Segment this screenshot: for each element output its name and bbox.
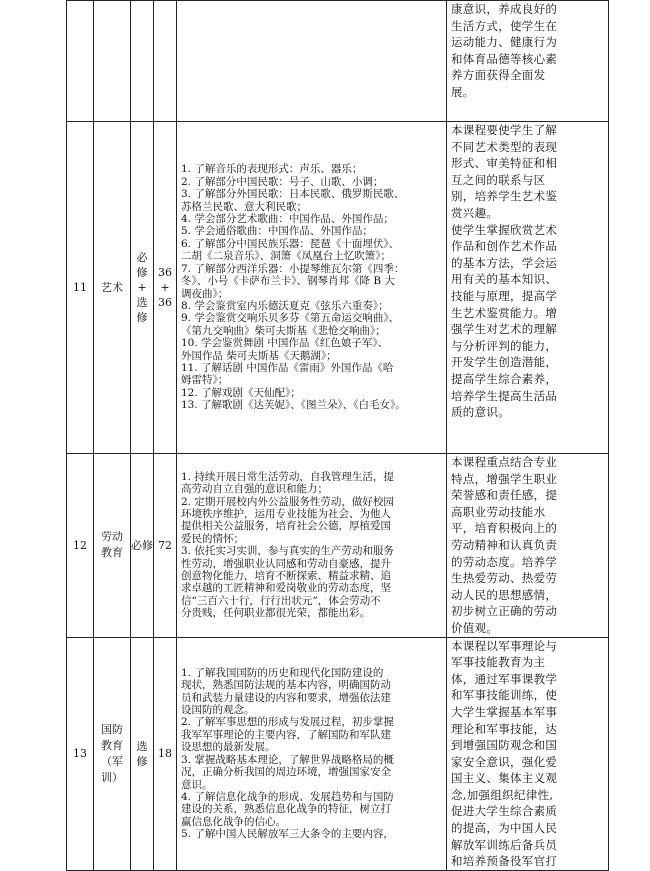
goal-line: 本课程要使学生了解 xyxy=(451,123,558,137)
course-type-cell xyxy=(131,637,154,870)
goal-line: 生热爱劳动、热爱劳 xyxy=(451,571,558,586)
course-name-line: （军 xyxy=(101,754,123,768)
content-line: 苏格兰民歌、意大利民歌； xyxy=(181,200,307,213)
course-number-cell xyxy=(67,454,94,638)
course-goal-cell xyxy=(447,1,609,122)
goal-line: 劳动精神和认真负责 xyxy=(451,537,558,552)
content-line: 爱民的情怀； xyxy=(181,532,244,545)
content-line: 创意物化能力，培育不断探索、精益求精、追 xyxy=(181,570,391,583)
content-line: 2. 了解军事思想的形成与发展过程，初步掌握 xyxy=(181,716,394,729)
content-line: 4. 学会部分艺术歌曲：中国作品、外国作品； xyxy=(181,213,394,226)
course-type-line: + xyxy=(137,281,147,294)
content-line: 调夜曲》； xyxy=(181,287,229,300)
content-line: 性劳动，增强职业认同感和劳动自豪感，提升 xyxy=(181,557,391,570)
goal-line: 动人民的思想感情， xyxy=(451,587,558,602)
content-line: 7. 了解部分西洋乐器：小提琴维瓦尔第《四季： xyxy=(181,262,405,275)
content-line: 5. 学会通俗歌曲：中国作品、外国作品； xyxy=(181,225,373,238)
content-line: 12. 了解戏剧《天仙配》； xyxy=(181,386,301,399)
course-number: 13 xyxy=(73,747,87,761)
goal-line: 本课程重点结合专业 xyxy=(451,455,558,469)
course-hours-cell xyxy=(154,1,177,122)
content-line: 3. 依托实习实训，参与真实的生产劳动和服务 xyxy=(181,545,394,558)
content-line: 高劳动自立自强的意识和能力； xyxy=(181,483,328,496)
course-hours-cell xyxy=(154,454,177,638)
content-line: 我军军事理论的主要内容，了解国防和军队建 xyxy=(181,728,391,741)
goal-line: 提高学生综合素养， xyxy=(451,371,558,386)
content-line: 10. 学会鉴赏舞剧 中国作品《红色娘子军》、 xyxy=(181,337,389,350)
goal-line: 体，通过军事课教学 xyxy=(451,671,558,686)
content-line: 姆雷特》； xyxy=(181,374,229,387)
goal-line: 价值观。 xyxy=(451,620,499,635)
goal-line: 和培养预备役军官打 xyxy=(451,854,558,869)
content-line: 1. 了解音乐的表现形式：声乐、器乐； xyxy=(181,163,363,176)
goal-line: 互之间的联系与区 xyxy=(451,172,546,187)
goal-line: 的劳动态度。培养学 xyxy=(451,554,558,569)
content-line: 设国防的观念。 xyxy=(181,704,255,717)
course-name-cell xyxy=(94,122,131,454)
content-line: 3. 了解部分外国民歌：日本民歌、俄罗斯民歌、 xyxy=(181,188,405,201)
content-line: 9. 学会鉴赏交响乐贝多芬《第五命运交响曲》、 xyxy=(181,312,400,325)
goal-line: 家安全意识，强化爱 xyxy=(451,754,558,769)
goal-line: 质的意识。 xyxy=(451,405,510,420)
course-number-cell xyxy=(67,637,94,870)
content-line: 冬》、小号《卡萨布兰卡》、钢琴肖邦《降 B 大 xyxy=(181,275,395,288)
content-line: 《第九交响曲》柴可夫斯基《悲怆交响曲》； xyxy=(181,324,386,337)
goal-line: 的基本方法，学会运 xyxy=(451,255,558,270)
goal-line: 形式、审美特征和相 xyxy=(451,156,558,171)
course-goal-cell xyxy=(447,454,609,638)
goal-line: 军事技能教育为主 xyxy=(451,655,546,670)
table-row xyxy=(67,454,609,638)
course-name-cell xyxy=(94,454,131,638)
goal-line: 用有关的基本知识、 xyxy=(451,272,558,287)
content-line: 2. 定期开展校内外公益服务性劳动，做好校园 xyxy=(181,495,394,508)
goal-line: 平，培育积极向上的 xyxy=(451,521,558,536)
content-line: 环境秩序维护，运用专业技能为社会、为他人 xyxy=(181,508,391,521)
content-line: 13. 了解歌剧《达芙妮》、《图兰朵》、《白毛女》。 xyxy=(181,399,406,412)
content-line: 5. 了解中国人民解放军三大条令的主要内容， xyxy=(181,828,394,841)
goal-line: 与分析评判的能力， xyxy=(451,338,558,353)
content-line: 2. 了解部分中国民歌：号子、山歌、小调； xyxy=(181,175,384,188)
course-type-line: 必 xyxy=(136,251,148,264)
content-line: 6. 了解部分中国民族乐器：琵琶《十面埋伏》、 xyxy=(181,237,400,250)
content-line: 1. 持续开展日常生活劳动，自我管理生活，提 xyxy=(181,470,394,483)
course-type-line: 选 xyxy=(136,739,148,753)
course-number-cell xyxy=(67,122,94,454)
content-line: 建设的关系，熟悉信息化战争的特征，树立打 xyxy=(181,803,391,816)
goal-line: 赏兴趣。 xyxy=(451,205,499,220)
table-row xyxy=(67,122,609,454)
goal-line: 和军事技能训练，使 xyxy=(451,688,558,703)
goal-line: 运动能力、健康行为 xyxy=(451,35,558,50)
goal-line: 念,加强组织纪律性, xyxy=(451,787,554,802)
course-content-cell xyxy=(177,122,447,454)
goal-line: 促进大学生综合素质 xyxy=(451,804,558,819)
course-hours-line: 18 xyxy=(158,747,172,761)
course-type-line: 修 xyxy=(136,266,148,279)
content-line: 求卓越的工匠精神和爱岗敬业的劳动态度，坚 xyxy=(181,582,391,595)
goal-line: 强学生对艺术的理解 xyxy=(451,322,558,337)
course-hours-cell xyxy=(154,122,177,454)
content-line: 设思想的最新发展。 xyxy=(181,741,276,754)
content-line: 提供相关公益服务，培育社会公德，厚植爱国 xyxy=(181,520,391,533)
course-number: 12 xyxy=(73,538,87,552)
goal-line: 康意识，养成良好的 xyxy=(451,2,558,16)
course-name-cell xyxy=(94,637,131,870)
table-row xyxy=(67,1,609,122)
content-line: 现状，熟悉国防法规的基本内容，明确国防动 xyxy=(181,679,391,692)
content-line: 1. 了解我国国防的历史和现代化国防建设的 xyxy=(181,666,384,679)
course-name-cell xyxy=(94,1,131,122)
goal-line: 生艺术鉴赏能力。增 xyxy=(451,305,558,320)
content-line: 11. 了解话剧 中国作品《雷雨》外国作品《哈 xyxy=(181,361,394,374)
curriculum-table xyxy=(66,0,609,871)
content-line: 分贵贱，任何职业都很光荣，都能出彩。 xyxy=(181,607,370,620)
table-row xyxy=(67,637,609,870)
goal-line: 本课程以军事理论与 xyxy=(451,638,558,653)
goal-line: 和体育品德等核心素 xyxy=(451,51,558,66)
goal-line: 使学生掌握欣赏艺术 xyxy=(451,222,558,237)
goal-line: 养方面获得全面发 xyxy=(451,68,546,83)
content-line: 4. 了解信息化战争的形成、发展趋势和与国防 xyxy=(181,790,394,803)
course-goal-cell xyxy=(447,637,609,870)
goal-line: 国主义、集体主义观 xyxy=(451,771,558,786)
course-name-line: 教育 xyxy=(101,546,123,560)
goal-line: 初步树立正确的劳动 xyxy=(451,604,558,619)
course-goal-cell xyxy=(447,122,609,454)
goal-line: 解放军训练后备兵员 xyxy=(451,837,558,852)
course-name-line: 教育 xyxy=(101,738,123,752)
goal-line: 的提高，为中国人民 xyxy=(451,821,558,836)
course-name-line: 艺术 xyxy=(101,280,123,294)
goal-line: 不同艺术类型的表现 xyxy=(451,139,558,154)
course-type-line: 选 xyxy=(136,296,148,309)
course-name-line: 劳动 xyxy=(101,530,123,544)
curriculum-table-body xyxy=(67,1,609,871)
course-content-cell xyxy=(177,1,447,122)
course-hours-line: 72 xyxy=(158,538,172,552)
content-line: 意识。 xyxy=(181,778,213,791)
content-line: 况，正确分析我国的周边环境，增强国家安全 xyxy=(181,766,391,779)
course-hours-line: + xyxy=(160,281,170,294)
content-line: 员和武装力量建设的内容和要求，增强依法建 xyxy=(181,691,391,704)
course-type-cell xyxy=(131,1,154,122)
content-line: 二胡《二泉音乐》、洞箫《凤凰台上忆吹箫》； xyxy=(181,250,391,263)
course-type-line: 修 xyxy=(136,754,148,768)
goal-line: 培养学生提高生活品 xyxy=(451,388,558,403)
course-number-cell xyxy=(67,1,94,122)
course-name-line: 国防 xyxy=(101,722,123,736)
content-line: 赢信息化战争的信心。 xyxy=(181,815,286,828)
course-hours-line: 36 xyxy=(158,266,172,279)
course-content-cell xyxy=(177,454,447,638)
content-line: 3. 掌握战略基本理论，了解世界战略格局的概 xyxy=(181,753,394,766)
goal-line: 特点，增强学生职业 xyxy=(451,471,558,486)
course-type-line: 修 xyxy=(136,311,148,324)
goal-line: 高职业劳动技能水 xyxy=(451,504,546,519)
content-line: 外国作品 柴可夫斯基《天鹅湖》； xyxy=(181,349,337,362)
goal-line: 别，培养学生艺术鉴 xyxy=(451,189,558,204)
course-type-cell xyxy=(131,122,154,454)
goal-line: 开发学生创造潜能， xyxy=(451,355,558,370)
goal-line: 大学生掌握基本军事 xyxy=(451,704,558,719)
goal-line: 作品和创作艺术作品 xyxy=(451,239,558,254)
goal-line: 荣誉感和责任感，提 xyxy=(451,488,558,503)
course-type-line: 必修 xyxy=(131,538,153,552)
goal-line: 技能与原理，提高学 xyxy=(451,288,558,303)
goal-line: 生活方式，使学生在 xyxy=(451,18,558,33)
course-hours-line: 36 xyxy=(158,296,172,309)
course-name-line: 训） xyxy=(101,770,123,784)
course-type-cell xyxy=(131,454,154,638)
goal-line: 到增强国防观念和国 xyxy=(451,738,558,753)
content-line: 信“三百六十行，行行出状元”，体会劳动不 xyxy=(181,594,381,607)
goal-line: 展。 xyxy=(451,84,475,99)
goal-line: 理论和军事技能，达 xyxy=(451,721,558,736)
course-content-cell xyxy=(177,637,447,870)
course-number: 11 xyxy=(73,281,87,294)
course-hours-cell xyxy=(154,637,177,870)
content-line: 8. 学会鉴赏室内乐德沃夏克《弦乐六重奏》； xyxy=(181,299,389,312)
